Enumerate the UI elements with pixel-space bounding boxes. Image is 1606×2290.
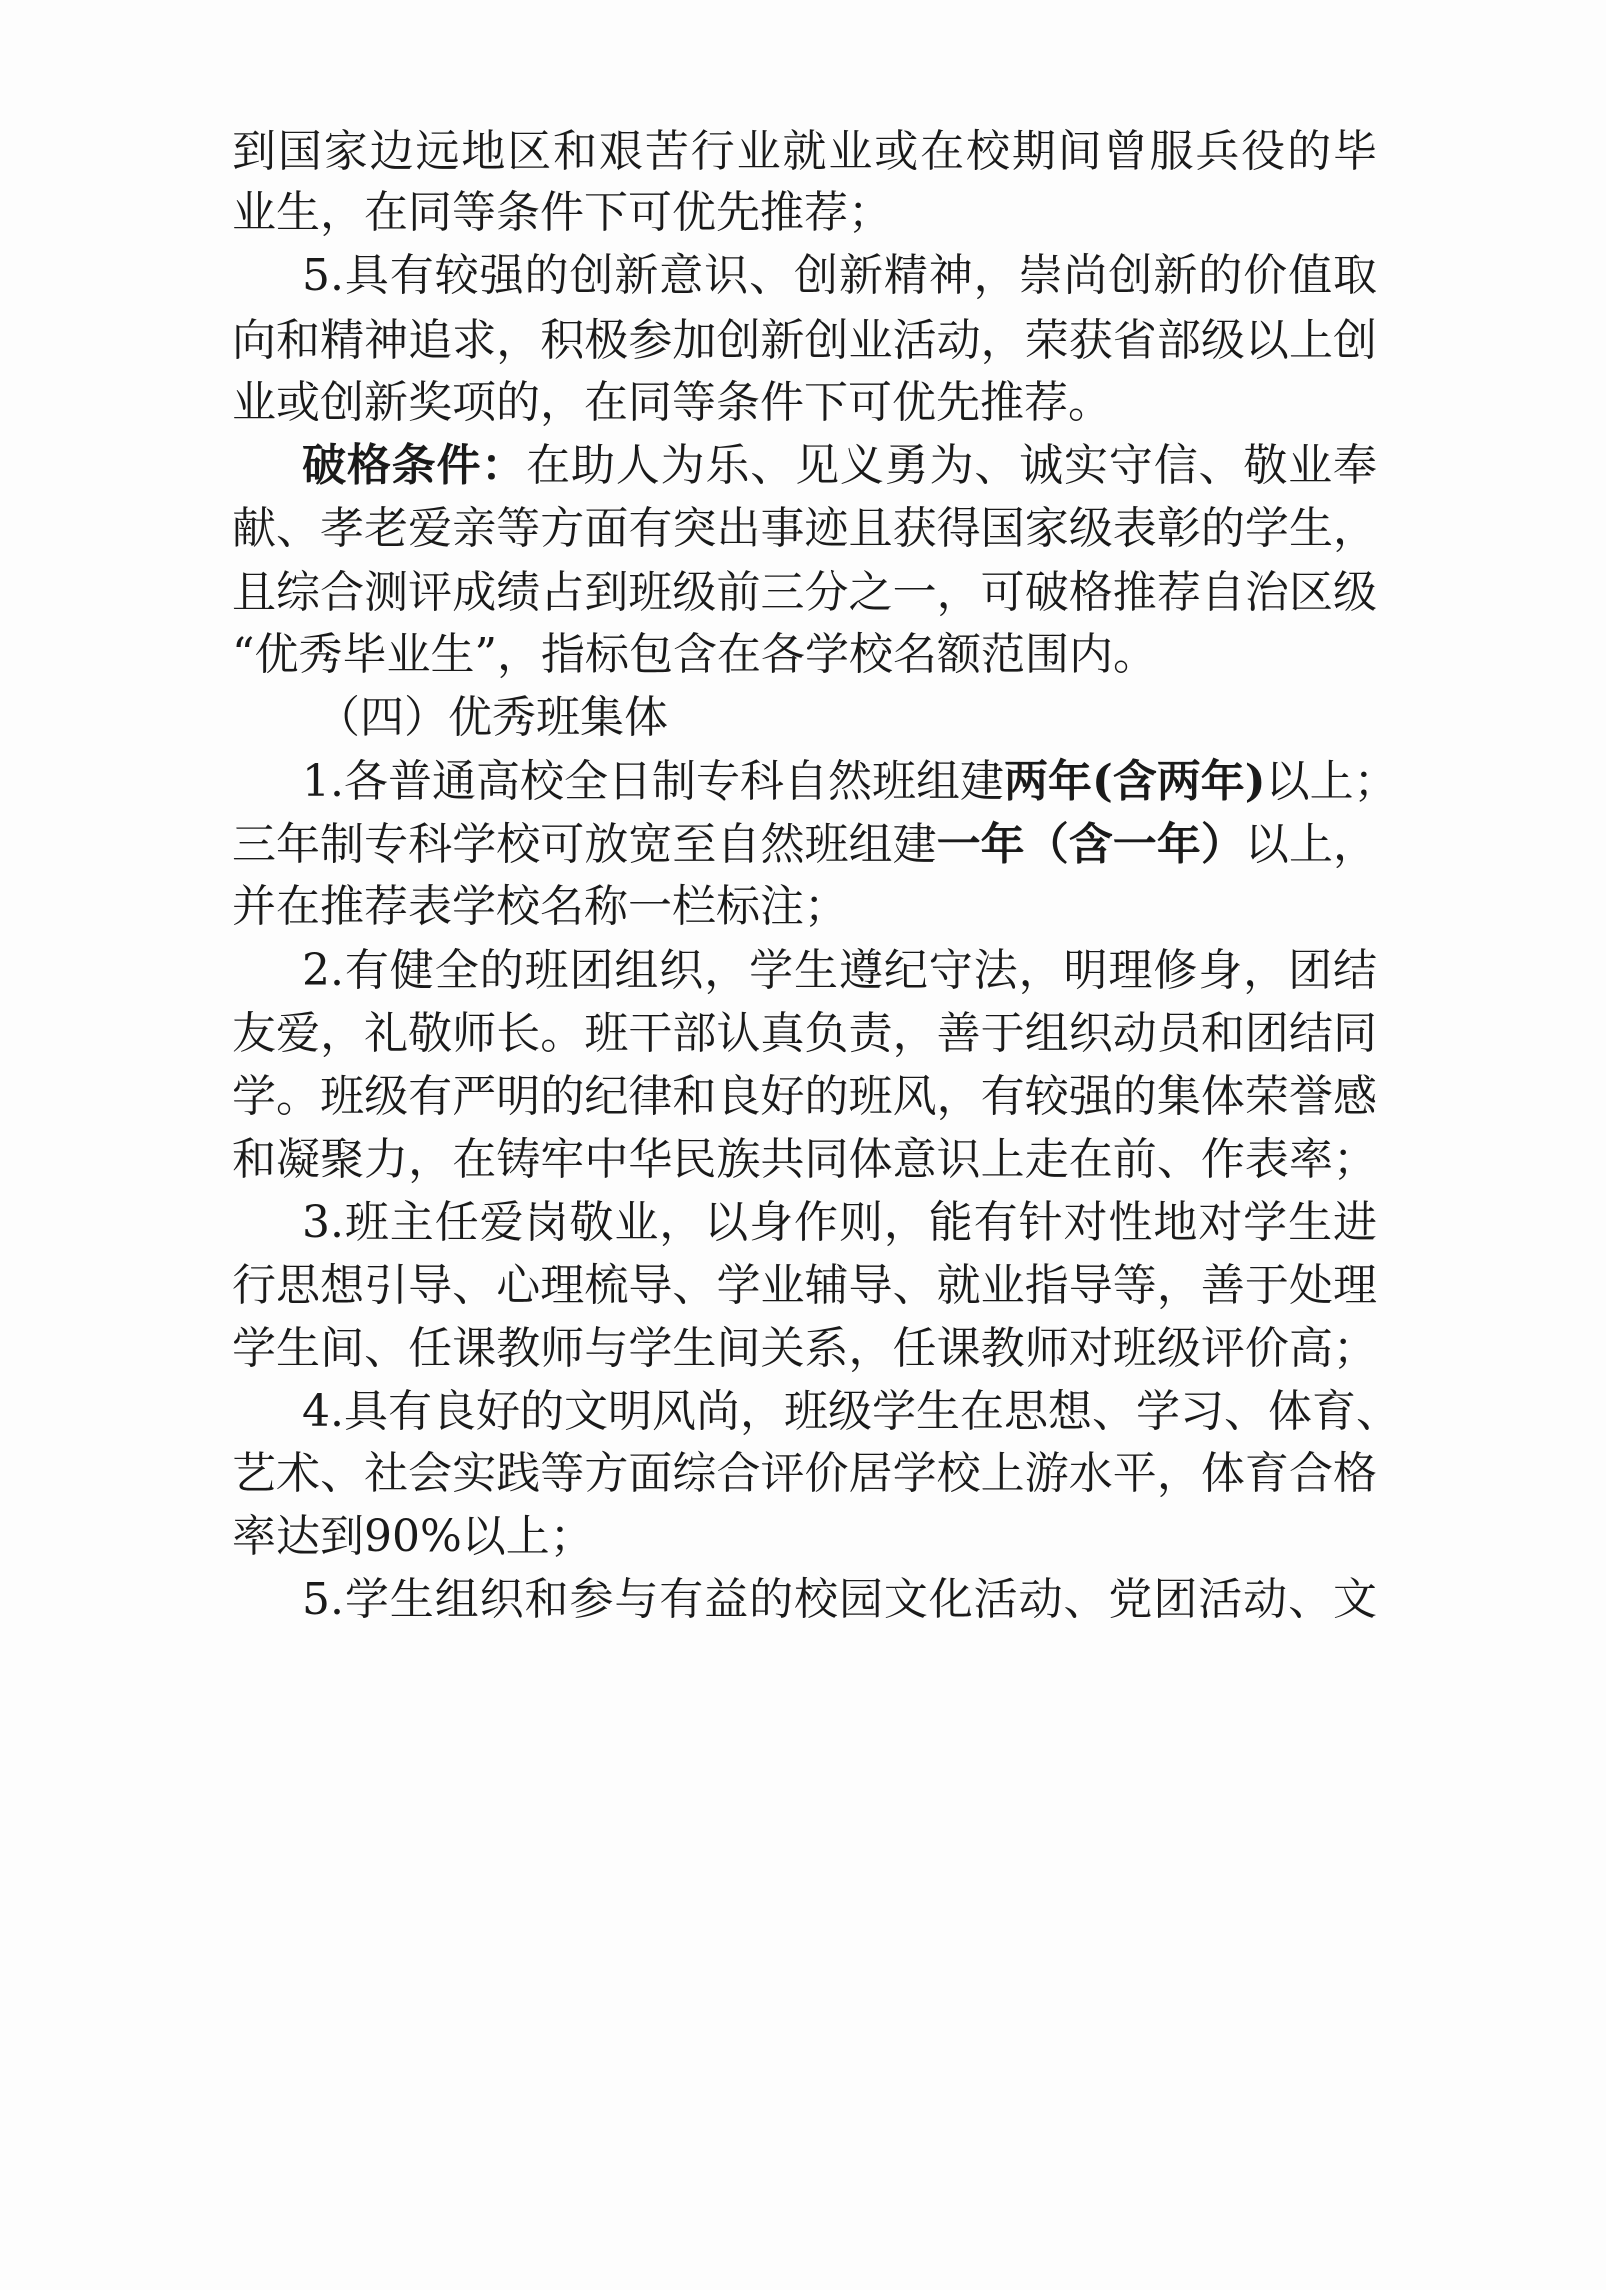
text-line: 4.具有良好的文明风尚，班级学生在思想、学习、体育、 bbox=[302, 1386, 1400, 1437]
text-line: 艺术、社会实践等方面综合评价居学校上游水平，体育合格 bbox=[232, 1448, 1377, 1499]
text-line: 且综合测评成绩占到班级前三分之一，可破格推荐自治区级 bbox=[232, 567, 1377, 618]
section-heading: （四）优秀班集体 bbox=[316, 692, 668, 743]
text-line: 5.学生组织和参与有益的校园文化活动、党团活动、文 bbox=[302, 1574, 1377, 1625]
text-line: “优秀毕业生”，指标包含在各学校名额范围内。 bbox=[232, 629, 1157, 680]
text-line: 业或创新奖项的，在同等条件下可优先推荐。 bbox=[232, 377, 1112, 428]
text-line: 率达到90%以上； bbox=[232, 1511, 594, 1562]
text-line: 到国家边远地区和艰苦行业就业或在校期间曾服兵役的毕 bbox=[232, 126, 1377, 177]
text-line: 和凝聚力，在铸牢中华民族共同体意识上走在前、作表率； bbox=[232, 1134, 1377, 1185]
text-line: 友爱，礼敬师长。班干部认真负责，善于组织动员和团结同 bbox=[232, 1008, 1377, 1059]
text-line: 行思想引导、心理梳导、学业辅导、就业指导等，善于处理 bbox=[232, 1260, 1377, 1311]
text-line: 学生间、任课教师与学生间关系，任课教师对班级评价高； bbox=[232, 1323, 1377, 1374]
bold-text: 两年(含两年) bbox=[1003, 756, 1266, 807]
text-line: 并在推荐表学校名称一栏标注； bbox=[232, 881, 848, 932]
text-span: 以上； bbox=[1265, 756, 1398, 807]
text-span: 三年制专科学校可放宽至自然班组建 bbox=[232, 819, 937, 870]
text-line: 献、孝老爱亲等方面有突出事迹且获得国家级表彰的学生， bbox=[232, 503, 1377, 554]
text-line bbox=[232, 815, 1377, 875]
text-span: 在助人为乐、见义勇为、诚实守信、敬业奉 bbox=[526, 440, 1378, 491]
text-line: 5.具有较强的创新意识、创新精神，崇尚创新的价值取 bbox=[302, 250, 1377, 301]
text-line: 2.有健全的班团组织，学生遵纪守法，明理修身，团结 bbox=[302, 945, 1377, 996]
text-span: 1.各普通高校全日制专科自然班组建 bbox=[302, 756, 1004, 807]
bold-text: 一年（含一年） bbox=[936, 819, 1245, 870]
text-line: 业生，在同等条件下可优先推荐； bbox=[232, 187, 892, 238]
bold-label: 破格条件： bbox=[302, 440, 527, 491]
text-line: 学。班级有严明的纪律和良好的班风，有较强的集体荣誉感 bbox=[232, 1071, 1377, 1122]
text-line bbox=[302, 436, 1377, 496]
text-line: 3.班主任爱岗敬业，以身作则，能有针对性地对学生进 bbox=[302, 1197, 1377, 1248]
text-span: 以上， bbox=[1244, 819, 1378, 870]
text-line bbox=[302, 752, 1398, 812]
text-line: 向和精神追求，积极参加创新创业活动，荣获省部级以上创 bbox=[232, 315, 1377, 366]
